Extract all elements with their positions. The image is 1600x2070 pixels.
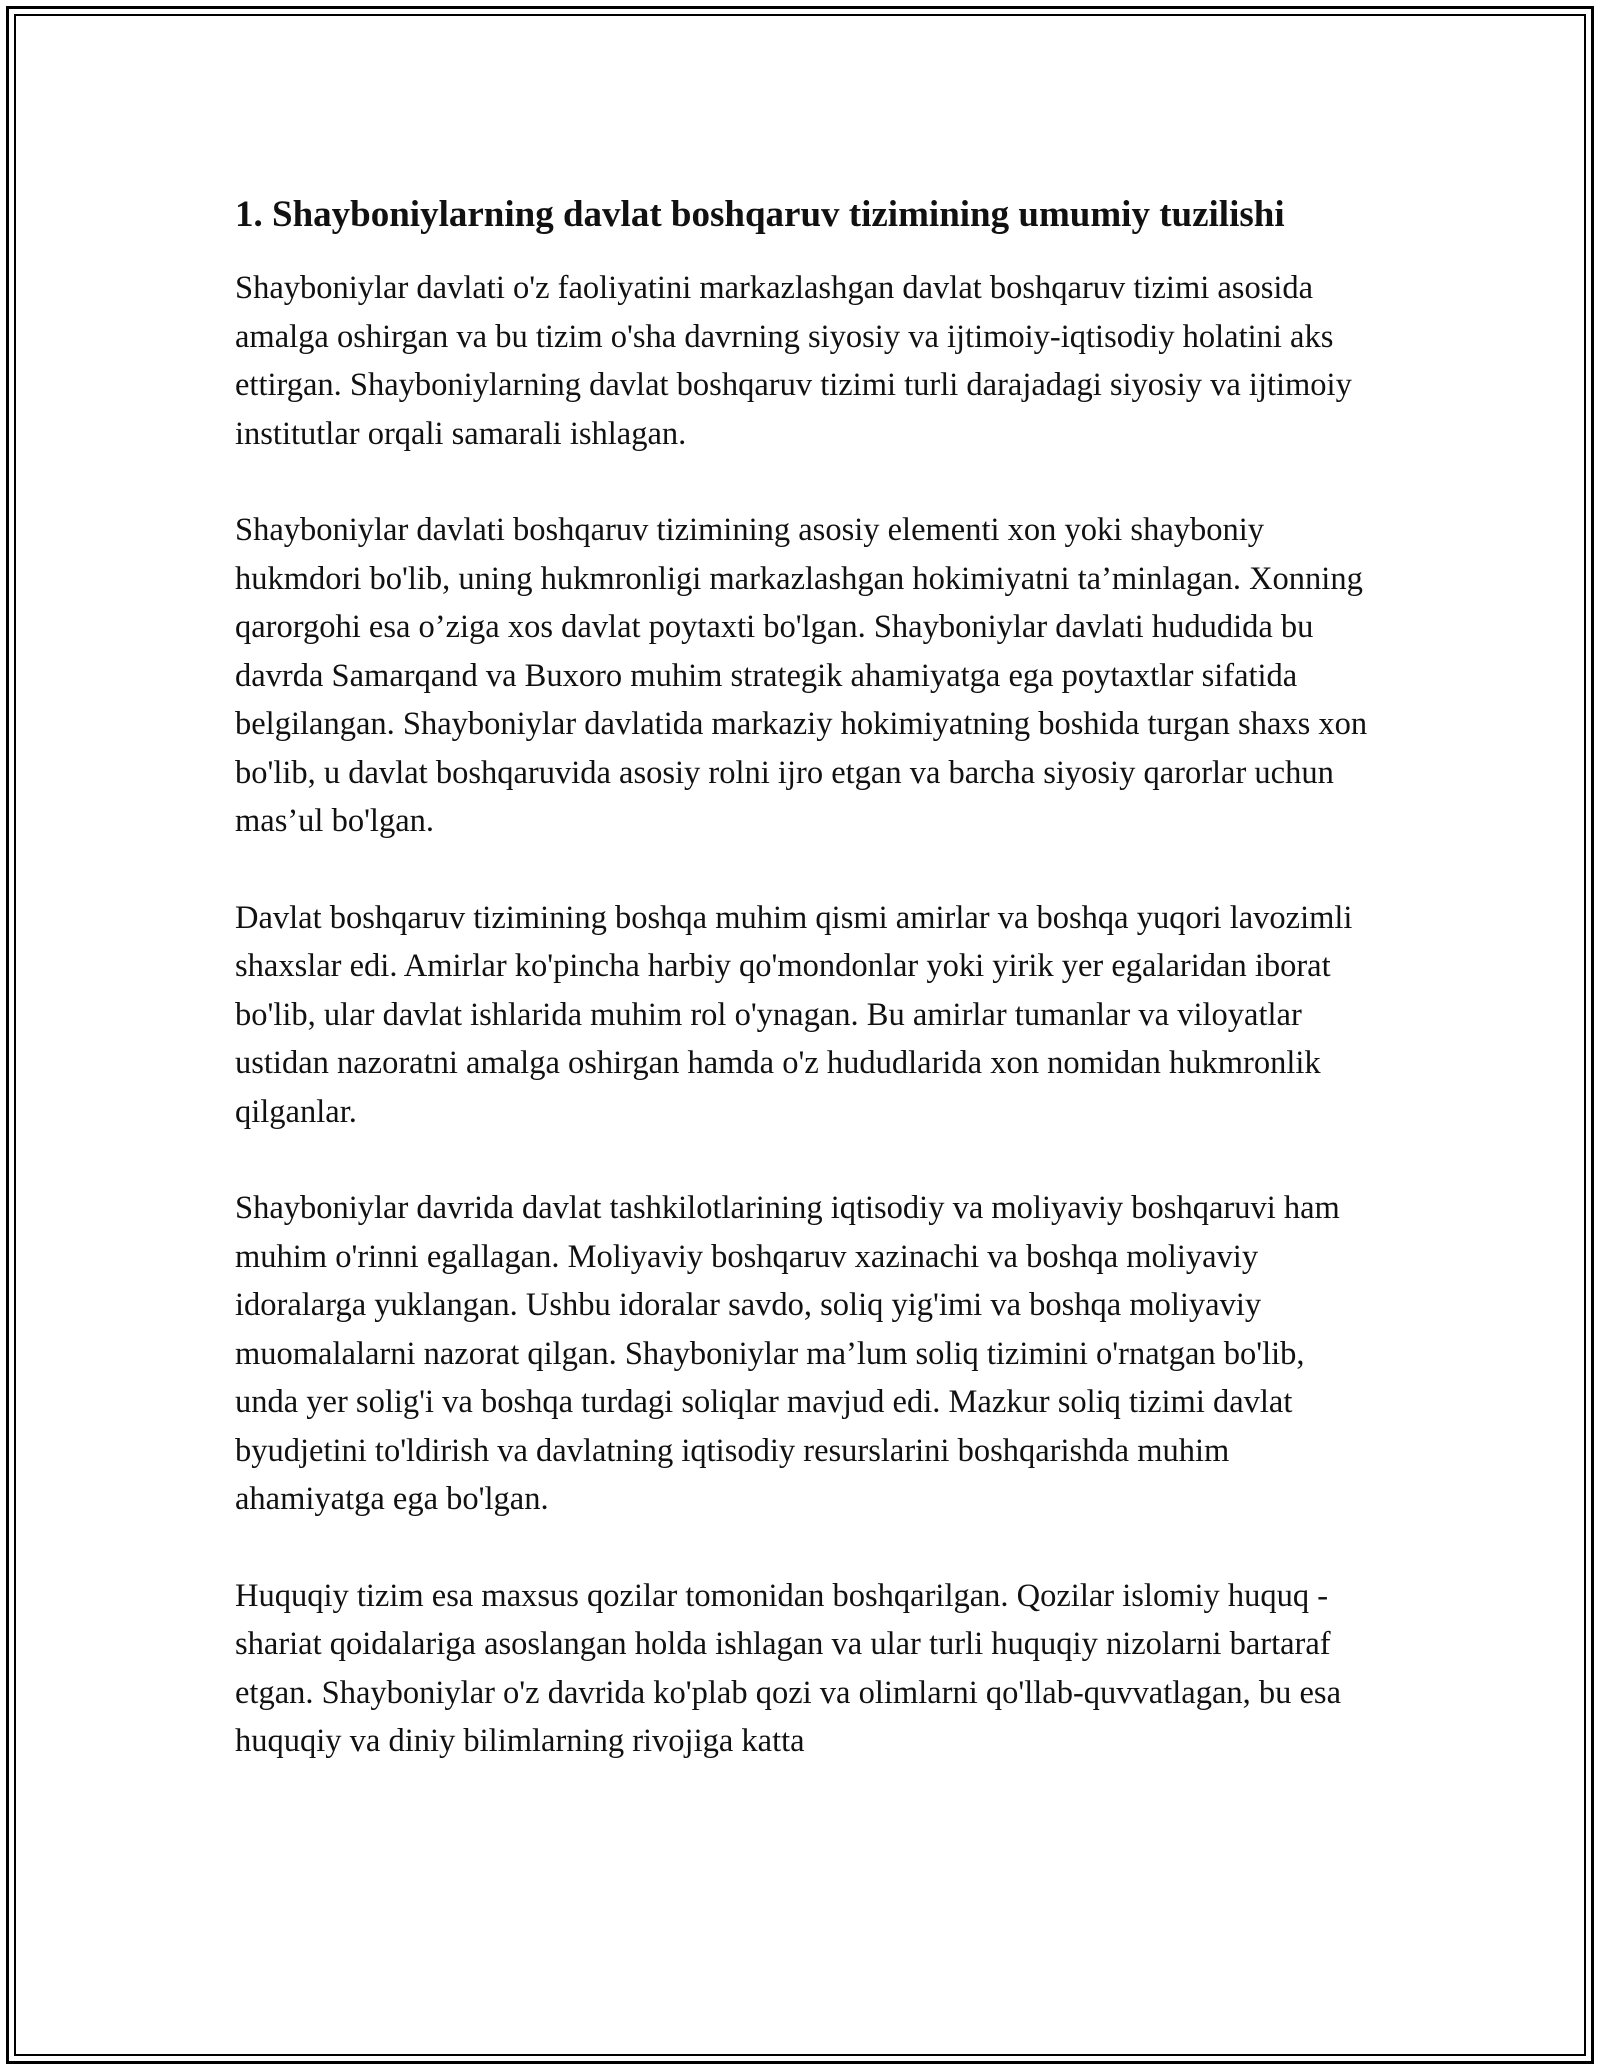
section-title: 1. Shayboniylarning davlat boshqaruv tizimining umumiy tuzilishi (235, 194, 1285, 235)
paragraph-4: Shayboniylar davrida davlat tashkilotlarining iqtisodiy va moliyaviy boshqaruvi ham muhim o'rinni egallagan. Moliyaviy boshqaruv xazinachi va boshqa moliyaviy idoralarga yuklangan. Ushbu idoralar savdo, soliq yig'imi va boshqa moliyaviy muomalalarni nazorat qilgan. Shayboniylar ma’lum soliq tizimini o'rnatgan bo'lib, unda yer solig'i va boshqa turdagi soliqlar mavjud edi. Mazkur soliq tizimi davlat byudjetini to'ldirish va davlatning iqtisodiy resurslarini boshqarishda muhim ahamiyatga ega bo'lgan. (235, 1190, 1340, 1517)
paragraph-1: Shayboniylar davlati o'z faoliyatini markazlashgan davlat boshqaruv tizimi asosida amalga oshirgan va bu tizim o'sha davrning siyosiy va ijtimoiy-iqtisodiy holatini aks ettirgan. Shayboniylarning davlat boshqaruv tizimi turli darajadagi siyosiy va ijtimoiy institutlar orqali samarali ishlagan. (235, 270, 1352, 452)
paragraph-2: Shayboniylar davlati boshqaruv tizimining asosiy elementi xon yoki shayboniy hukmdori bo'lib, uning hukmronligi markazlashgan hokimiyatni ta’minlagan. Xonning qarorgohi esa o’ziga xos davlat poytaxti bo'lgan. Shayboniylar davlati hududida bu davrda Samarqand va Buxoro muhim strategik ahamiyatga ega poytaxtlar sifatida belgilangan. Shayboniylar davlatida markaziy hokimiyatning boshida turgan shaxs xon bo'lib, u davlat boshqaruvida asosiy rolni ijro etgan va barcha siyosiy qarorlar uchun mas’ul bo'lgan. (235, 512, 1368, 839)
paragraph-5: Huquqiy tizim esa maxsus qozilar tomonidan boshqarilgan. Qozilar islomiy huquq - shariat qoidalariga asoslangan holda ishlagan va ular turli huquqiy nizolarni bartaraf etgan. Shayboniylar o'z davrida ko'plab qozi va olimlarni qo'llab-quvvatlagan, bu esa huquqiy va diniy bilimlarning rivojiga katta (235, 1577, 1341, 1759)
document-body (235, 188, 1370, 1814)
paragraph-3: Davlat boshqaruv tizimining boshqa muhim qismi amirlar va boshqa yuqori lavozimli shaxslar edi. Amirlar ko'pincha harbiy qo'mondonlar yoki yirik yer egalaridan iborat bo'lib, ular davlat ishlarida muhim rol o'ynagan. Bu amirlar tumanlar va viloyatlar ustidan nazoratni amalga oshirgan hamda o'z hududlarida xon nomidan hukmronlik qilganlar. (235, 899, 1353, 1130)
